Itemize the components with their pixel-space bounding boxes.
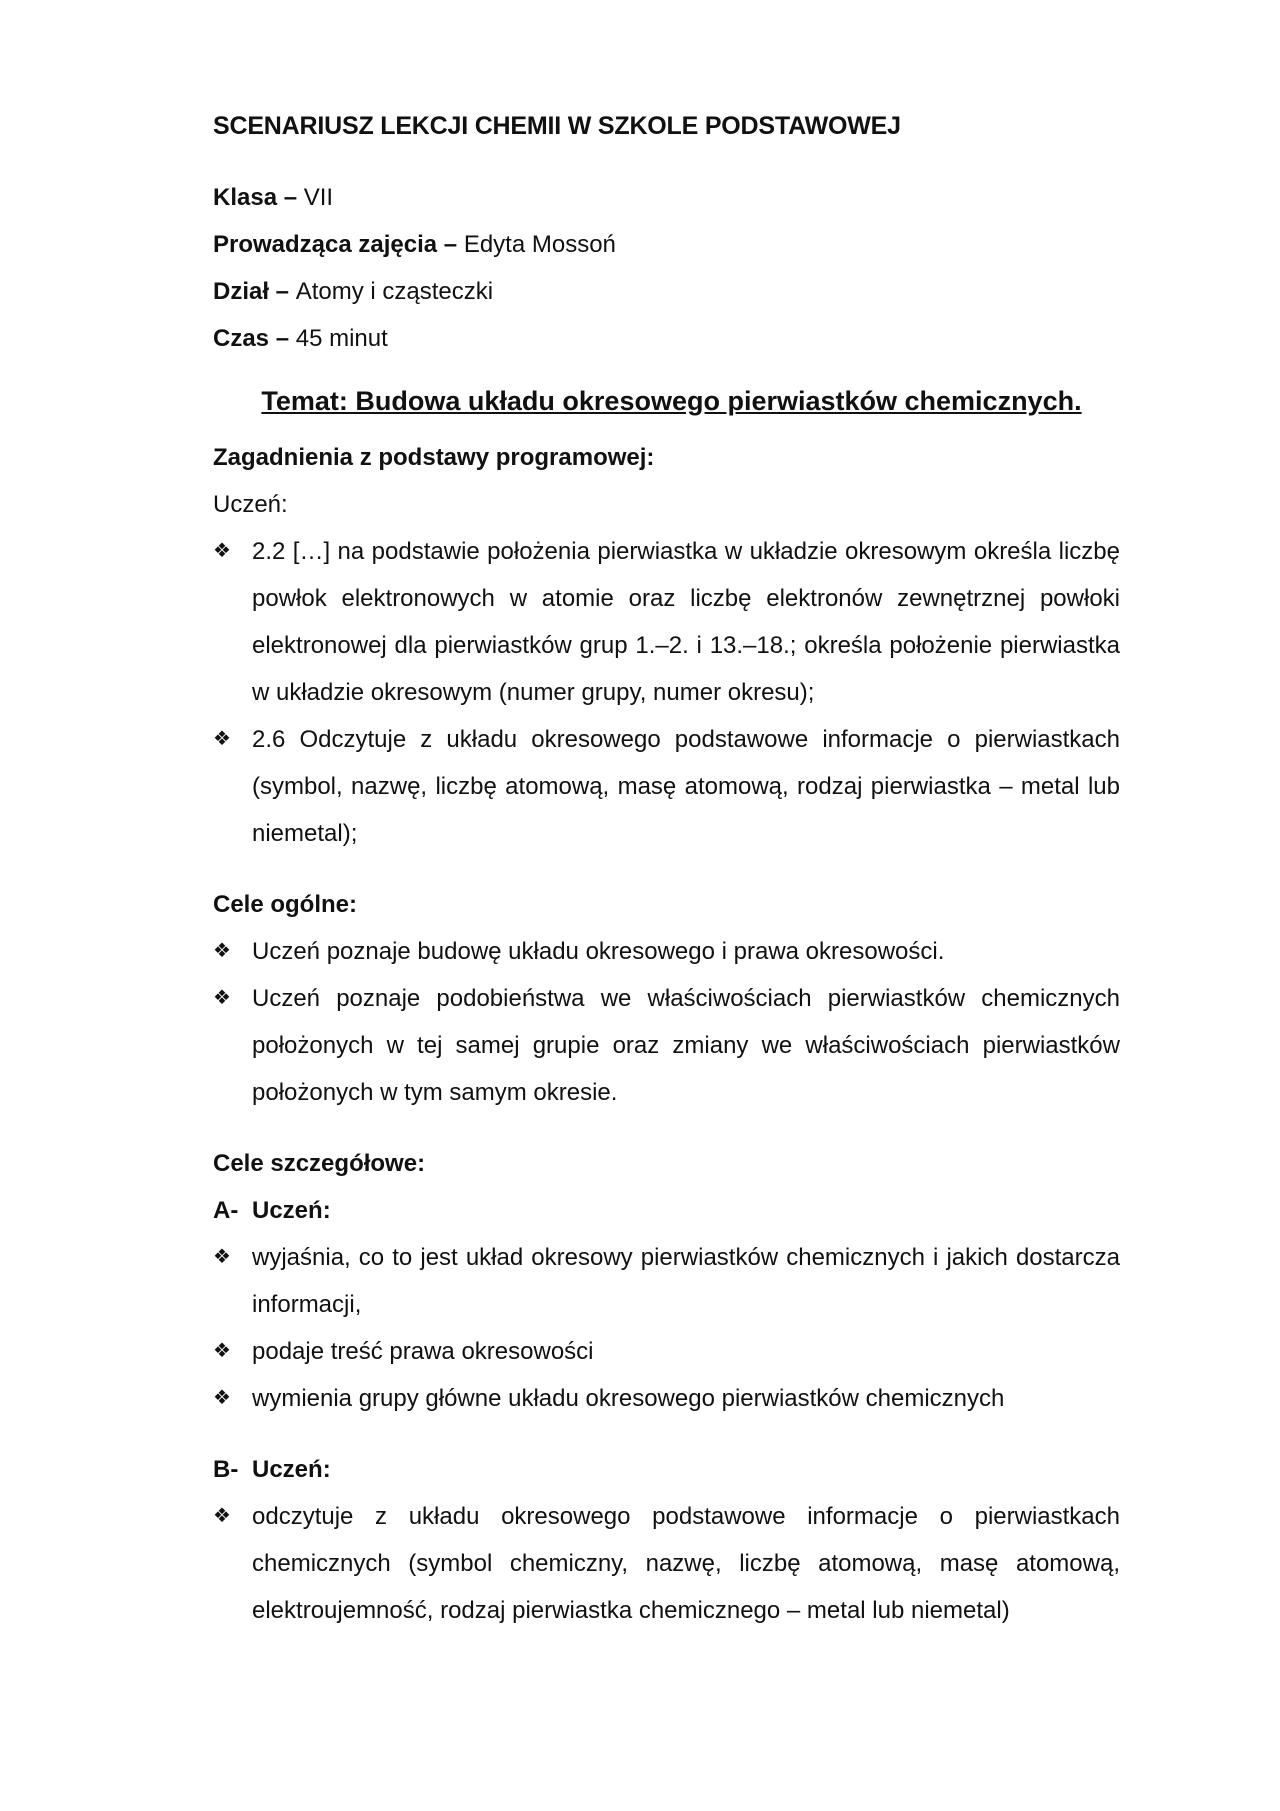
list-item [213, 1375, 1120, 1422]
diamond-bullet-icon: ❖ [213, 1340, 231, 1362]
list-item-text: Uczeń poznaje podobieństwa we właściwościach pierwiastków chemicznych położonych w tej samej grupie oraz zmiany we właściwościach pierwiastków położonych w tym samym okresie. [252, 985, 1120, 1106]
diamond-bullet-icon: ❖ [213, 1387, 231, 1409]
meta-value: Edyta Mossoń [463, 231, 616, 258]
meta-section [213, 268, 1120, 315]
list-item [213, 1493, 1120, 1634]
list-item-text: podaje treść prawa okresowości [252, 1338, 594, 1365]
group-label: Uczeń: [252, 1197, 331, 1224]
list-item-text: wyjaśnia, co to jest układ okresowy pierwiastków chemicznych i jakich dostarcza informacji, [252, 1244, 1120, 1318]
meta-label: Czas [213, 325, 270, 352]
list-item [213, 1234, 1120, 1328]
lesson-topic: Temat: Budowa układu okresowego pierwiastków chemicznych. [261, 386, 1082, 416]
diamond-bullet-icon: ❖ [213, 728, 231, 750]
group-a-heading [213, 1187, 1120, 1234]
list-item-text: 2.6 Odczytuje z układu okresowego podstawowe informacje o pierwiastkach (symbol, nazwę, liczbę atomową, masę atomową, rodzaj pierwiastka – metal lub niemetal); [252, 726, 1120, 847]
curriculum-intro: Uczeń: [213, 491, 288, 518]
list-item-text: 2.2 […] na podstawie położenia pierwiastka w układzie okresowym określa liczbę powłok elektronowych w atomie oraz liczbę elektronów zewnętrznej powłoki elektronowej dla pierwiastków grup 1.–2. i 13.–18.; określa położenie pierwiastka w układzie okresowym (numer grupy, numer okresu); [252, 538, 1120, 706]
meta-label: Dział [213, 278, 270, 305]
group-a-list [213, 1234, 1120, 1422]
group-b-list [213, 1493, 1120, 1634]
detailed-goals-heading: Cele szczegółowe: [213, 1150, 426, 1177]
meta-separator: – [269, 325, 296, 352]
meta-teacher [213, 221, 1120, 268]
meta-separator: – [437, 231, 464, 258]
diamond-bullet-icon: ❖ [213, 987, 231, 1009]
group-letter: A- [213, 1197, 239, 1224]
list-item [213, 528, 1120, 716]
list-item [213, 928, 1120, 975]
list-item-text: wymienia grupy główne układu okresowego pierwiastków chemicznych [252, 1385, 1005, 1412]
meta-class [213, 174, 1120, 221]
list-item [213, 716, 1120, 857]
general-goals-heading: Cele ogólne: [213, 891, 358, 918]
list-item [213, 975, 1120, 1116]
group-letter: B- [213, 1456, 239, 1483]
curriculum-heading: Zagadnienia z podstawy programowej: [213, 444, 655, 471]
diamond-bullet-icon: ❖ [213, 1246, 231, 1268]
document-page [213, 108, 1120, 1634]
general-goals-list [213, 928, 1120, 1116]
diamond-bullet-icon: ❖ [213, 540, 231, 562]
curriculum-list [213, 528, 1120, 857]
list-item-text: odczytuje z układu okresowego podstawowe informacje o pierwiastkach chemicznych (symbol chemiczny, nazwę, liczbę atomową, masę atomową, elektroujemność, rodzaj pierwiastka chemicznego – metal lub niemetal) [252, 1503, 1120, 1624]
list-item-text: Uczeń poznaje budowę układu okresowego i prawa okresowości. [252, 938, 945, 965]
group-label: Uczeń: [252, 1456, 331, 1483]
group-b-heading [213, 1446, 1120, 1493]
meta-value: 45 minut [295, 325, 388, 352]
meta-value: Atomy i cząsteczki [295, 278, 494, 305]
document-title: SCENARIUSZ LEKCJI CHEMII W SZKOLE PODSTAWOWEJ [213, 112, 901, 140]
meta-label: Klasa [213, 184, 278, 211]
meta-value: VII [303, 184, 334, 211]
meta-separator: – [269, 278, 296, 305]
diamond-bullet-icon: ❖ [213, 1505, 231, 1527]
list-item [213, 1328, 1120, 1375]
meta-separator: – [277, 184, 304, 211]
diamond-bullet-icon: ❖ [213, 940, 231, 962]
meta-duration [213, 315, 1120, 362]
lesson-meta [213, 174, 1120, 362]
meta-label: Prowadząca zajęcia [213, 231, 438, 258]
